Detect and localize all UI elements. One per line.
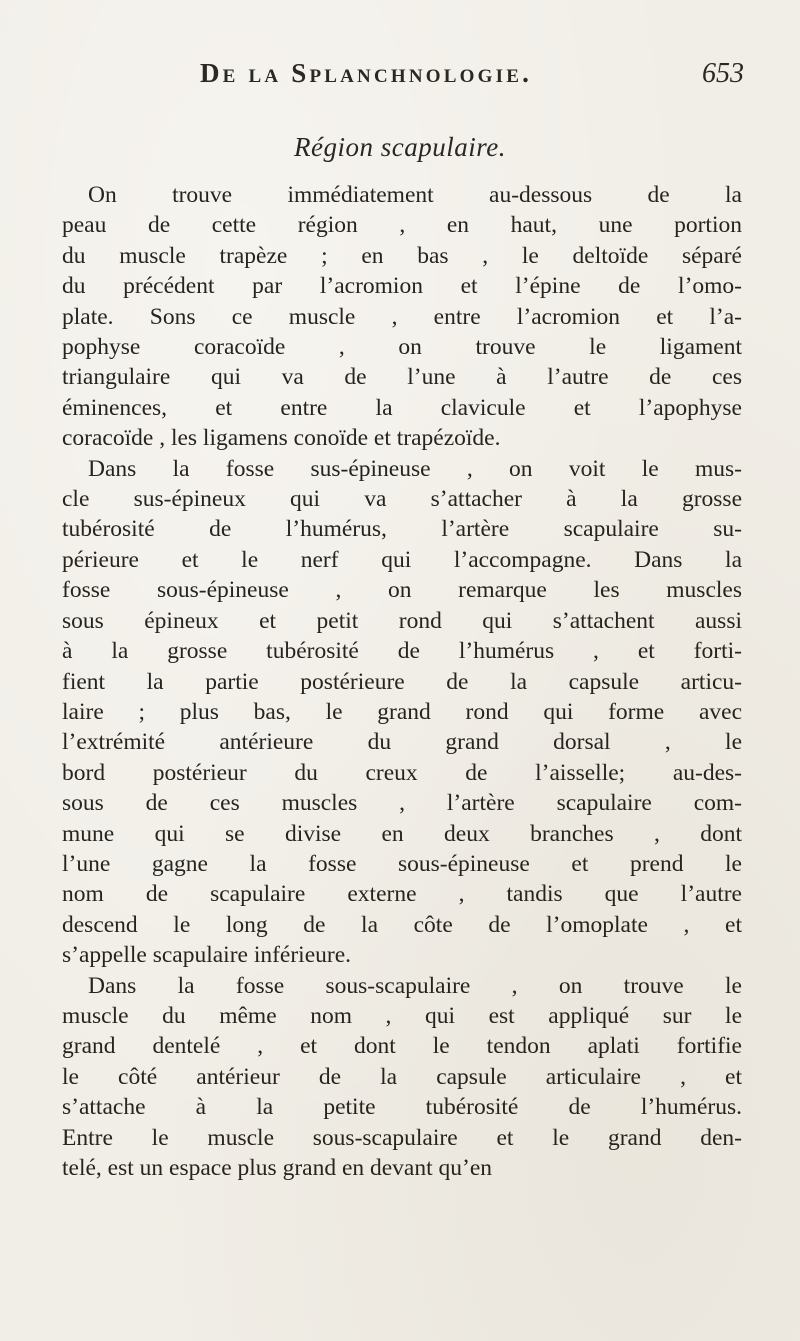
text-line: sous de ces muscles , l’artère scapulaire com- (62, 790, 742, 817)
text-line: éminences, et entre la clavicule et l’apophyse (62, 394, 742, 421)
paragraph (62, 971, 742, 1184)
text-line: à la grosse tubérosité de l’humérus , et forti- (62, 638, 742, 665)
text-line: s’attache à la petite tubérosité de l’humérus. (62, 1094, 742, 1121)
text-line: coracoïde , les ligamens conoïde et trapézoïde. (62, 425, 501, 452)
text-line: pophyse coracoïde , on trouve le ligament (62, 334, 742, 361)
body-text (62, 180, 742, 1183)
text-line: cle sus-épineux qui va s’attacher à la grosse (62, 486, 742, 513)
text-line: Entre le muscle sous-scapulaire et le grand den- (62, 1124, 742, 1151)
text-line: peau de cette région , en haut, une portion (62, 212, 742, 239)
text-line: telé, est un espace plus grand en devant qu’en (62, 1155, 493, 1181)
section-title: Région scapulaire. (294, 132, 506, 162)
text-line: descend le long de la côte de l’omoplate , et (62, 911, 742, 938)
text-line: nom de scapulaire externe , tandis que l’autre (62, 881, 742, 908)
text-line: fient la partie postérieure de la capsule articu- (62, 668, 742, 695)
page-number: 653 (702, 58, 744, 89)
text-line: triangulaire qui va de l’une à l’autre de ces (62, 364, 742, 391)
text-line: bord postérieur du creux de l’aisselle; au-des- (62, 759, 742, 786)
text-line: fosse sous-épineuse , on remarque les muscles (62, 577, 742, 604)
running-title: De la Splanchnologie. (199, 58, 533, 88)
text-line: le côté antérieur de la capsule articulaire , et (62, 1063, 742, 1090)
text-line: On trouve immédiatement au-dessous de la (88, 182, 742, 208)
text-line: l’une gagne la fosse sous-épineuse et prend le (62, 850, 742, 877)
text-line: laire ; plus bas, le grand rond qui forme avec (62, 698, 742, 725)
text-line: Dans la fosse sous-scapulaire , on trouve le (88, 972, 742, 999)
text-line: tubérosité de l’humérus, l’artère scapulaire su- (62, 516, 742, 543)
text-line: du précédent par l’acromion et l’épine de l’omo- (62, 273, 742, 300)
text-line: plate. Sons ce muscle , entre l’acromion et l’a- (62, 303, 742, 330)
text-line: sous épineux et petit rond qui s’attachent aussi (62, 607, 742, 634)
text-line: muscle du même nom , qui est appliqué sur le (62, 1002, 742, 1029)
text-line: grand dentelé , et dont le tendon aplati fortifie (62, 1033, 742, 1060)
text-line: l’extrémité antérieure du grand dorsal , le (62, 729, 742, 756)
paragraph (62, 454, 742, 971)
paragraph (62, 180, 742, 454)
text-line: s’appelle scapulaire inférieure. (62, 942, 352, 969)
text-line: mune qui se divise en deux branches , dont (62, 820, 742, 847)
text-line: Dans la fosse sus-épineuse , on voit le mus- (88, 455, 742, 482)
running-head (0, 58, 800, 98)
text-line: périeure et le nerf qui l’accompagne. Dans la (62, 546, 742, 573)
text-line: du muscle trapèze ; en bas , le deltoïde séparé (62, 242, 742, 269)
